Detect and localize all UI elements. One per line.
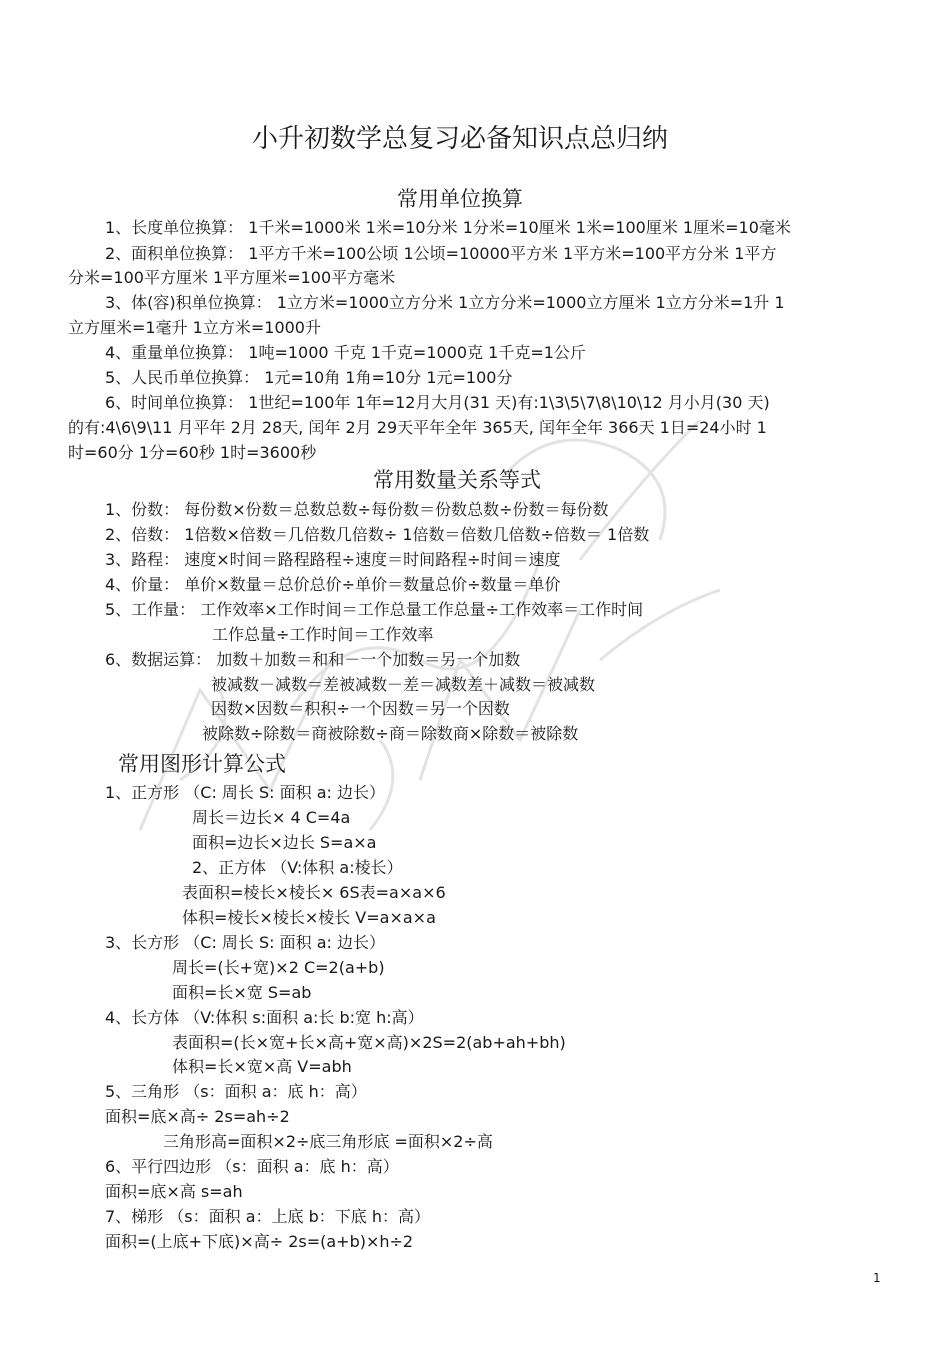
- text-line: 2、面积单位换算： 1平方千米=100公顷 1公顷=10000平方米 1平方米=100平方分米 1平方: [105, 244, 777, 263]
- text-line: 面积=底×高÷ 2s=ah÷2: [105, 1107, 290, 1126]
- text-line: 面积=长×宽 S=ab: [172, 983, 312, 1002]
- text-line: 被除数÷除数＝商被除数÷商＝除数商×除数＝被除数: [202, 724, 579, 743]
- text-line: 6、时间单位换算： 1世纪=100年 1年=12月大月(31 天)有:1\3\5\7\8\10\12 月小月(30 天): [105, 393, 770, 412]
- text-line: 分米=100平方厘米 1平方厘米=100平方毫米: [68, 268, 396, 287]
- section-heading-units: 常用单位换算: [397, 187, 523, 211]
- text-line: 4、重量单位换算： 1吨=1000 千克 1千克=1000克 1千克=1公斤: [105, 343, 586, 362]
- text-line: 工作总量÷工作时间＝工作效率: [212, 625, 434, 644]
- text-line: 3、路程： 速度×时间＝路程路程÷速度＝时间路程÷时间＝速度: [105, 550, 561, 569]
- text-line: 4、价量： 单价×数量＝总价总价÷单价＝数量总价÷数量＝单价: [105, 575, 561, 594]
- section-heading-shapes: 常用图形计算公式: [118, 752, 286, 776]
- section-heading-relations: 常用数量关系等式: [373, 468, 541, 492]
- text-line: 1、长度单位换算： 1千米=1000米 1米=10分米 1分米=10厘米 1米=100厘米 1厘米=10毫米: [105, 218, 791, 237]
- text-line: 表面积=棱长×棱长× 6S表=a×a×6: [182, 883, 446, 902]
- text-line: 2、正方体 （V:体积 a:棱长）: [192, 858, 403, 877]
- text-line: 立方厘米=1毫升 1立方米=1000升: [68, 318, 321, 337]
- text-line: 体积=棱长×棱长×棱长 V=a×a×a: [182, 908, 436, 927]
- text-line: 3、体(容)积单位换算： 1立方米=1000立方分米 1立方分米=1000立方厘米 1立方分米=1升 1: [105, 293, 785, 312]
- text-line: 因数×因数＝积积÷一个因数＝另一个因数: [211, 699, 510, 718]
- text-line: 6、数据运算： 加数＋加数＝和和－一个加数＝另一个加数: [105, 650, 521, 669]
- text-line: 周长＝边长× 4 C=4a: [192, 808, 351, 827]
- text-line: 1、份数： 每份数×份数＝总数总数÷每份数＝份数总数÷份数＝每份数: [105, 500, 609, 519]
- page-title: 小升初数学总复习必备知识点总归纳: [251, 124, 668, 154]
- text-line: 三角形高=面积×2÷底三角形底 =面积×2÷高: [163, 1132, 493, 1151]
- text-line: 周长=(长+宽)×2 C=2(a+b): [172, 958, 385, 977]
- text-line: 3、长方形 （C: 周长 S: 面积 a: 边长）: [105, 933, 386, 952]
- text-line: 1、正方形 （C: 周长 S: 面积 a: 边长）: [105, 783, 386, 802]
- text-line: 的有:4\6\9\11 月平年 2月 28天, 闰年 2月 29天平年全年 365天, 闰年全年 366天 1日=24小时 1: [68, 418, 767, 437]
- text-line: 表面积=(长×宽+长×高+宽×高)×2S=2(ab+ah+bh): [172, 1033, 566, 1052]
- text-line: 5、工作量： 工作效率×工作时间＝工作总量工作总量÷工作效率＝工作时间: [105, 600, 644, 619]
- text-line: 面积=底×高 s=ah: [105, 1182, 243, 1201]
- text-line: 5、三角形 （s：面积 a：底 h：高）: [105, 1082, 367, 1101]
- page-number: 1: [873, 1271, 881, 1285]
- text-line: 7、梯形 （s：面积 a：上底 b：下底 h：高）: [105, 1207, 430, 1226]
- text-line: 面积=边长×边长 S=a×a: [192, 833, 377, 852]
- text-line: 时=60分 1分=60秒 1时=3600秒: [68, 443, 317, 462]
- text-line: 被减数－减数＝差被减数－差＝减数差＋减数＝被减数: [211, 675, 596, 694]
- text-line: 5、人民币单位换算： 1元=10角 1角=10分 1元=100分: [105, 368, 513, 387]
- text-line: 体积=长×宽×高 V=abh: [172, 1057, 352, 1076]
- text-line: 2、倍数： 1倍数×倍数＝几倍数几倍数÷ 1倍数＝倍数几倍数÷倍数＝ 1倍数: [105, 525, 650, 544]
- text-line: 4、长方体 （V:体积 s:面积 a:长 b:宽 h:高）: [105, 1008, 424, 1027]
- text-line: 6、平行四边形 （s：面积 a：底 h：高）: [105, 1157, 399, 1176]
- text-line: 面积=(上底+下底)×高÷ 2s=(a+b)×h÷2: [105, 1232, 414, 1251]
